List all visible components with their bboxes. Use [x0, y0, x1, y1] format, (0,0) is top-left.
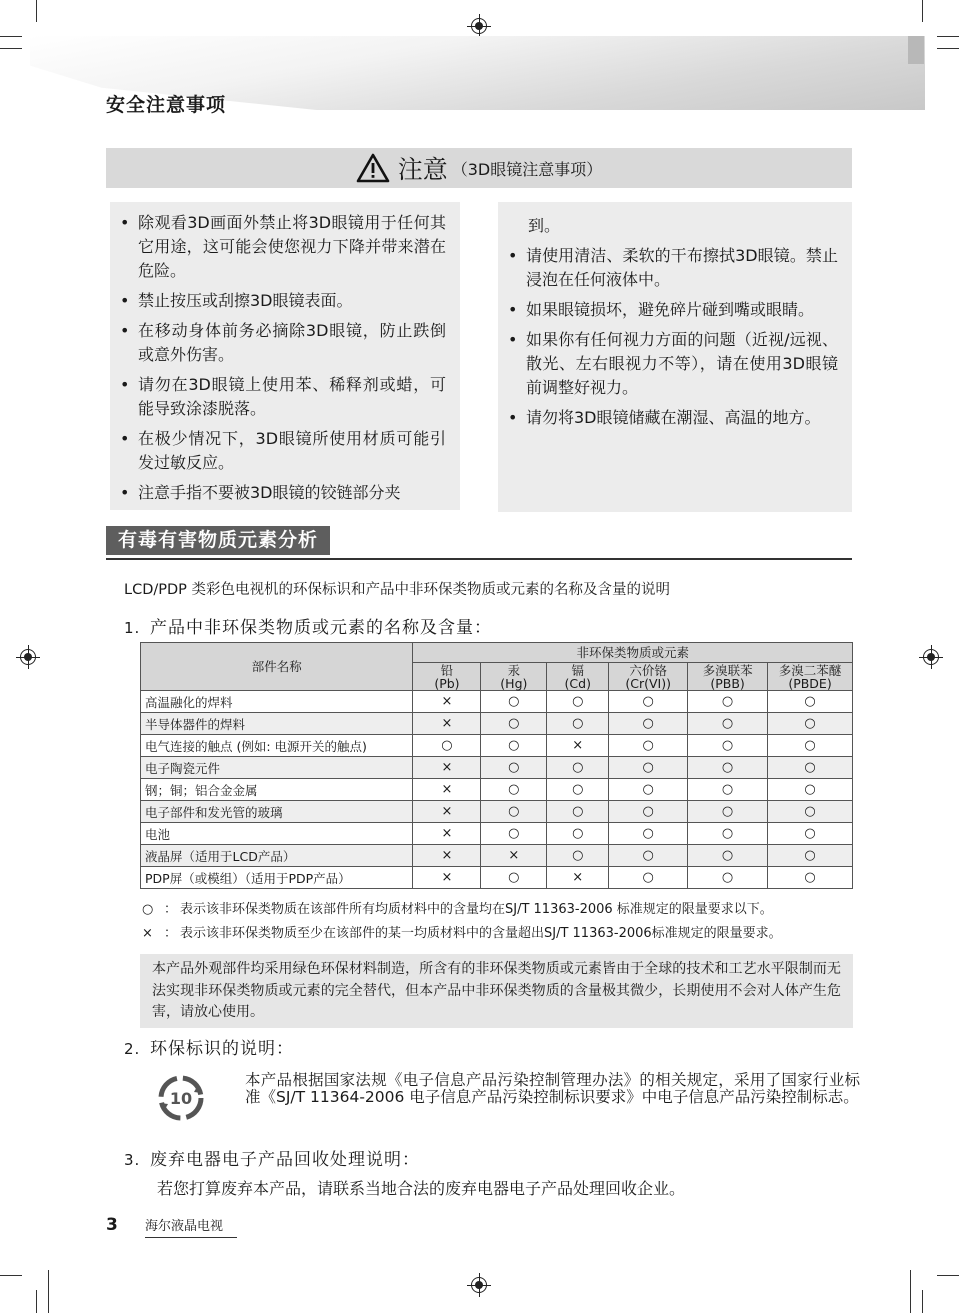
list-item: • 如果眼镜损坏，避免碎片碰到嘴或眼睛。 — [498, 298, 838, 322]
substance-name: 多溴二苯醚 — [778, 662, 842, 678]
list-item: • 在极少情况下，3D眼镜所使用材质可能引发过敏反应。 — [120, 429, 446, 472]
content-mark-cell: × — [413, 779, 481, 801]
content-mark-cell: × — [413, 713, 481, 735]
page-title: 安全注意事项 — [106, 94, 227, 116]
crop-mark — [937, 1275, 959, 1276]
table-row — [141, 801, 853, 823]
content-mark-cell: ○ — [688, 801, 768, 823]
crop-mark — [922, 0, 923, 22]
content-mark-cell: ○ — [609, 757, 688, 779]
substance-symbol: (Hg) — [500, 675, 528, 691]
content-mark-cell: ○ — [547, 823, 609, 845]
content-mark-cell: ○ — [481, 713, 547, 735]
list-item: • 在移动身体前务必摘除3D眼镜，防止跌倒或意外伤害。 — [120, 321, 446, 364]
list-item-continuation: 到。 — [528, 216, 561, 235]
content-mark-cell: ○ — [688, 779, 768, 801]
subheading-text: 产品中非环保类物质或元素的名称及含量： — [150, 618, 492, 638]
crop-mark — [0, 1275, 22, 1276]
content-mark-cell: ○ — [768, 691, 853, 713]
content-mark-cell: ○ — [688, 757, 768, 779]
content-mark-cell: ○ — [768, 757, 853, 779]
content-mark-cell: ○ — [547, 779, 609, 801]
crop-mark — [36, 0, 37, 22]
content-mark-cell: × — [413, 823, 481, 845]
content-mark-cell: ○ — [688, 735, 768, 757]
note-colon: ： — [164, 902, 178, 917]
bullet-icon: • — [508, 408, 518, 427]
table-header-substance — [481, 663, 547, 691]
note-text: 表示该非环保类物质至少在该部件的某一均质材料中的含量超出SJ/T 11363-2006标准规定的限量要求。 — [180, 926, 782, 941]
part-name-cell: 液晶屏（适用于LCD产品） — [141, 845, 413, 867]
content-mark-cell: ○ — [481, 823, 547, 845]
content-mark-cell: ○ — [609, 845, 688, 867]
content-mark-cell: ○ — [547, 845, 609, 867]
crop-mark — [0, 48, 22, 49]
content-mark-cell: × — [413, 757, 481, 779]
footer-brand: 海尔液晶电视 — [145, 1215, 237, 1238]
content-mark-cell: × — [481, 845, 547, 867]
substance-symbol: (PBDE) — [788, 675, 832, 691]
subheading-text: 环保标识的说明： — [150, 1039, 294, 1059]
part-name-cell: 电子陶瓷元件 — [141, 757, 413, 779]
subheading-3 — [124, 1145, 420, 1170]
content-mark-cell: ○ — [688, 713, 768, 735]
table-row — [141, 691, 853, 713]
substance-symbol: (Cr(VI)) — [625, 675, 671, 691]
registration-mark-icon — [20, 649, 36, 665]
content-mark-cell: ○ — [688, 691, 768, 713]
table-row — [141, 713, 853, 735]
crop-mark — [36, 1290, 37, 1313]
crop-mark — [0, 36, 22, 37]
substance-symbol: (Pb) — [434, 675, 460, 691]
environment-mark-description: 本产品根据国家法规《电子信息产品污染控制管理办法》的相关规定，采用了国家行业标准《SJ/T 11364-2006 电子信息产品污染控制标识要求》中电子信息产品污染控制标志。 — [245, 1071, 860, 1106]
content-mark-cell: ○ — [768, 845, 853, 867]
registration-mark-icon — [923, 649, 939, 665]
caution-title: 注意 — [397, 155, 448, 184]
environmental-protection-logo-icon — [158, 1075, 204, 1121]
content-mark-cell: ○ — [481, 691, 547, 713]
list-item: • 请勿将3D眼镜储藏在潮湿、高温的地方。 — [498, 406, 838, 430]
content-mark-cell: × — [547, 735, 609, 757]
registration-mark-icon — [471, 1277, 487, 1293]
part-name-cell: 电气连接的触点 (例如: 电源开关的触点) — [141, 735, 413, 757]
part-name-cell: PDP屏（或模组）（适用于PDP产品） — [141, 867, 413, 889]
bullet-icon: • — [120, 213, 130, 232]
content-mark-cell: ○ — [547, 691, 609, 713]
subheading-number: 1. — [124, 619, 141, 637]
content-mark-cell: ○ — [481, 735, 547, 757]
bullet-icon: • — [508, 246, 518, 265]
caution-panel-right — [498, 202, 852, 512]
substance-symbol: (PBB) — [710, 675, 745, 691]
list-item: • 如果你有任何视力方面的问题（近视/远视、散光、左右眼视力不等），请在使用3D眼镜前调整好视力。 — [508, 330, 838, 397]
content-mark-cell: ○ — [547, 713, 609, 735]
content-mark-cell: ○ — [768, 823, 853, 845]
content-mark-cell: × — [413, 801, 481, 823]
content-mark-cell: ○ — [768, 713, 853, 735]
subheading-2 — [124, 1034, 294, 1059]
list-item: • 注意手指不要被3D眼镜的铰链部分夹 — [110, 481, 446, 505]
table-header-substance — [547, 663, 609, 691]
table-row — [141, 867, 853, 889]
content-mark-cell: ○ — [688, 823, 768, 845]
note-colon: ： — [164, 926, 178, 941]
notice-box: 本产品外观部件均采用绿色环保材料制造，所含有的非环保类物质或元素皆由于全球的技术和工艺水平限制而无法实现非环保类物质或元素的完全替代，但本产品中非环保类物质的含量极其微少，长期使用不会对人体产生危害，请放心使用。 — [140, 954, 853, 1028]
section-divider — [106, 558, 852, 560]
subheading-number: 2. — [124, 1040, 141, 1058]
bullet-icon: • — [508, 330, 518, 349]
content-mark-cell: ○ — [609, 691, 688, 713]
crop-mark — [922, 1290, 923, 1313]
content-mark-cell: ○ — [413, 735, 481, 757]
content-mark-cell: ○ — [481, 779, 547, 801]
page-number: 3 — [106, 1215, 118, 1235]
subheading-number: 3. — [124, 1151, 141, 1169]
table-row — [141, 845, 853, 867]
caution-banner — [106, 148, 852, 188]
table-row — [141, 823, 853, 845]
bullet-icon: • — [120, 291, 130, 310]
note-circle — [142, 898, 773, 917]
content-mark-cell: ○ — [768, 735, 853, 757]
header-tab — [908, 36, 924, 64]
content-mark-cell: ○ — [609, 713, 688, 735]
content-mark-cell: ○ — [481, 757, 547, 779]
table-header-substance — [413, 663, 481, 691]
warning-triangle-icon — [356, 153, 390, 183]
table-header-substance — [768, 663, 853, 691]
content-mark-cell: ○ — [481, 867, 547, 889]
crop-mark — [937, 48, 959, 49]
table-row — [141, 757, 853, 779]
note-cross — [142, 922, 782, 941]
section-intro: LCD/PDP 类彩色电视机的环保标识和产品中非环保类物质或元素的名称及含量的说明 — [124, 582, 671, 598]
substance-name: 汞 — [507, 662, 521, 678]
content-mark-cell: ○ — [688, 867, 768, 889]
note-symbol: ○ — [142, 902, 154, 917]
substance-name: 多溴联苯 — [702, 662, 753, 678]
content-mark-cell: ○ — [481, 801, 547, 823]
content-mark-cell: ○ — [609, 823, 688, 845]
part-name-cell: 电子部件和发光管的玻璃 — [141, 801, 413, 823]
table-header-group: 非环保类物质或元素 — [413, 643, 853, 663]
content-mark-cell: ○ — [609, 735, 688, 757]
bullet-icon: • — [120, 429, 130, 448]
substance-table — [140, 642, 853, 889]
list-item: • 除观看3D画面外禁止将3D眼镜用于任何其它用途，这可能会使您视力下降并带来潜在危险。 — [120, 213, 446, 280]
table-header-part: 部件名称 — [141, 643, 413, 691]
table-row — [141, 779, 853, 801]
registration-mark-icon — [471, 18, 487, 34]
content-mark-cell: ○ — [547, 757, 609, 779]
content-mark-cell: ○ — [768, 867, 853, 889]
part-name-cell: 钢；铜；铝合金金属 — [141, 779, 413, 801]
subheading-1 — [124, 613, 492, 638]
content-mark-cell: ○ — [688, 845, 768, 867]
bullet-icon: • — [120, 375, 130, 394]
substance-name: 六价铬 — [629, 662, 667, 678]
table-body — [141, 691, 853, 889]
substance-name: 镉 — [571, 662, 585, 678]
table-row — [141, 735, 853, 757]
content-mark-cell: × — [413, 867, 481, 889]
bullet-icon: • — [508, 300, 518, 319]
list-item: • 请使用清洁、柔软的干布擦拭3D眼镜。禁止浸泡在任何液体中。 — [508, 246, 838, 289]
bullet-icon: • — [120, 483, 130, 502]
content-mark-cell: ○ — [547, 801, 609, 823]
recycle-instruction: 若您打算废弃本产品，请联系当地合法的废弃电器电子产品处理回收企业。 — [157, 1179, 686, 1198]
content-mark-cell: ○ — [609, 867, 688, 889]
caution-list-left — [110, 202, 460, 505]
part-name-cell: 高温融化的焊料 — [141, 691, 413, 713]
crop-mark — [937, 36, 959, 37]
content-mark-cell: ○ — [609, 779, 688, 801]
note-text: 表示该非环保类物质在该部件所有均质材料中的含量均在SJ/T 11363-2006 标准规定的限量要求以下。 — [180, 902, 773, 917]
bullet-icon: • — [120, 321, 130, 340]
section-heading: 有毒有害物质元素分析 — [106, 526, 330, 555]
caution-subtitle: （3D眼镜注意事项） — [451, 159, 603, 179]
substance-symbol: (Cd) — [564, 675, 591, 691]
table-header-substance — [609, 663, 688, 691]
seal-number: 10 — [169, 1089, 193, 1108]
crop-mark — [910, 1270, 911, 1313]
table-header-substance — [688, 663, 768, 691]
content-mark-cell: × — [413, 845, 481, 867]
content-mark-cell: ○ — [768, 779, 853, 801]
caution-list-right — [498, 202, 852, 430]
list-item: • 请勿在3D眼镜上使用苯、稀释剂或蜡，可能导致涂漆脱落。 — [120, 375, 446, 418]
content-mark-cell: ○ — [609, 801, 688, 823]
content-mark-cell: × — [547, 867, 609, 889]
list-item: • 禁止按压或刮擦3D眼镜表面。 — [110, 289, 446, 313]
part-name-cell: 半导体器件的焊料 — [141, 713, 413, 735]
substance-name: 铅 — [440, 662, 454, 678]
note-symbol: × — [142, 926, 153, 941]
caution-panel-left — [110, 202, 460, 510]
part-name-cell: 电池 — [141, 823, 413, 845]
subheading-text: 废弃电器电子产品回收处理说明： — [150, 1150, 420, 1170]
content-mark-cell: ○ — [768, 801, 853, 823]
content-mark-cell: × — [413, 691, 481, 713]
crop-mark — [48, 1270, 49, 1313]
